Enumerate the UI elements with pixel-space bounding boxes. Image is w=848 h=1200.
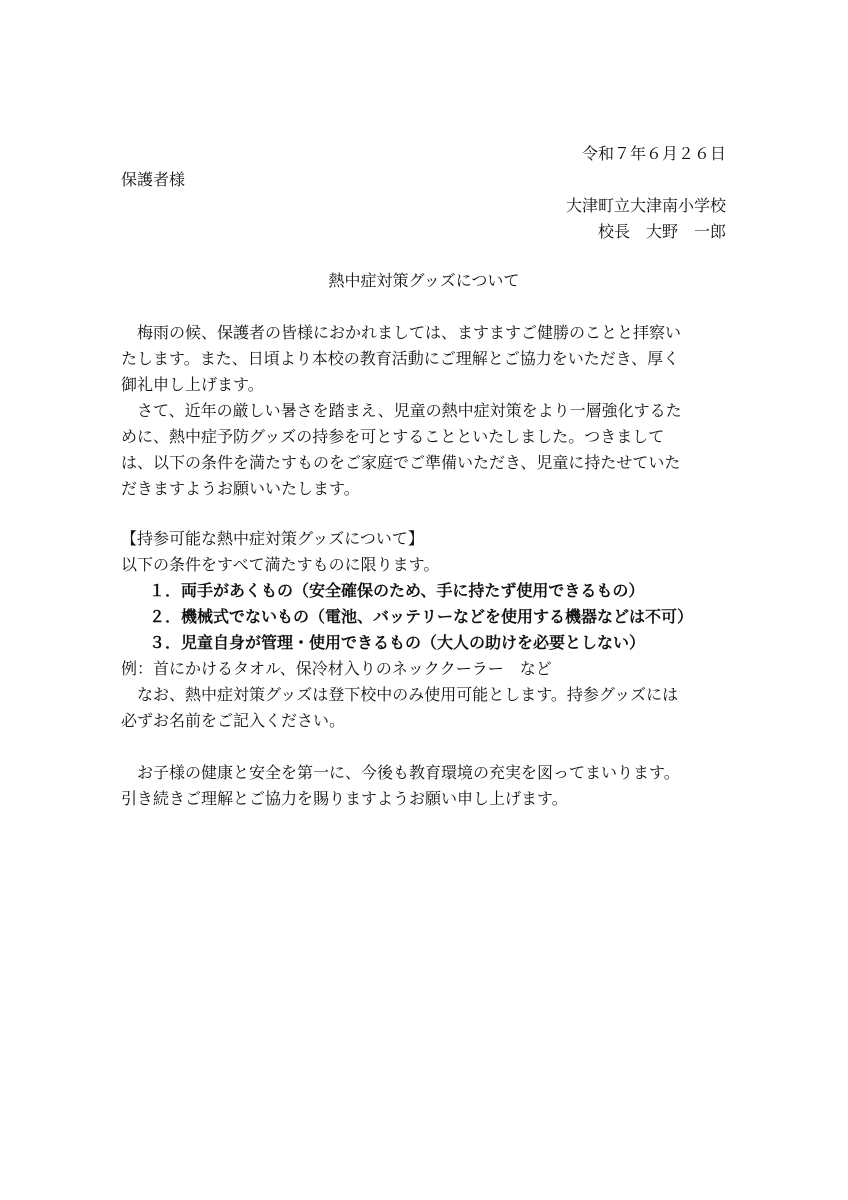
intro-line: だきますようお願いいたします。 — [121, 479, 360, 498]
recipient: 保護者様 — [121, 170, 186, 189]
example-line: 例：首にかけるタオル、保冷材入りのネッククーラー など — [121, 659, 552, 678]
intro-line: めに、熱中症予防グッズの持参を可とすることといたしました。つきまして — [121, 427, 665, 446]
condition-item: ３．児童自身が管理・使用できるもの（大人の助けを必要としない） — [149, 633, 646, 652]
closing-line: 引き続きご理解とご協力を賜りますようお願い申し上げます。 — [121, 789, 568, 808]
intro-line: たします。また、日頃より本校の教育活動にご理解とご協力をいただき、厚く — [121, 349, 680, 368]
intro-line: さて、近年の厳しい暑さを踏まえ、児童の熱中症対策をより一層強化するた — [121, 401, 682, 420]
sender-name: 校長 大野 一郎 — [597, 222, 726, 241]
note-line: なお、熱中症対策グッズは登下校中のみ使用可能とします。持参グッズには — [121, 685, 679, 704]
conditions-lead: 以下の条件をすべて満たすものに限ります。 — [121, 555, 440, 574]
closing-line: お子様の健康と安全を第一に、今後も教育環境の充実を図ってまいります。 — [121, 763, 680, 782]
intro-line: は、以下の条件を満たすものをご家庭でご準備いただき、児童に持たせていた — [121, 453, 681, 472]
letter-title: 熱中症対策グッズについて — [328, 271, 520, 290]
letter-date: 令和７年６月２６日 — [581, 144, 726, 163]
condition-item: １．両手があくもの（安全確保のため、手に持たず使用できるもの） — [149, 581, 645, 600]
note-line: 必ずお名前をご記入ください。 — [121, 711, 346, 730]
intro-line: 御礼申し上げます。 — [121, 375, 264, 394]
intro-line: 梅雨の候、保護者の皆様におかれましては、ますますご健勝のことと拝察い — [121, 323, 682, 342]
condition-item: ２．機械式でないもの（電池、バッテリーなどを使用する機器などは不可） — [149, 607, 694, 626]
sender-organization: 大津町立大津南小学校 — [565, 196, 726, 215]
conditions-heading: 【持参可能な熱中症対策グッズについて】 — [121, 529, 424, 548]
